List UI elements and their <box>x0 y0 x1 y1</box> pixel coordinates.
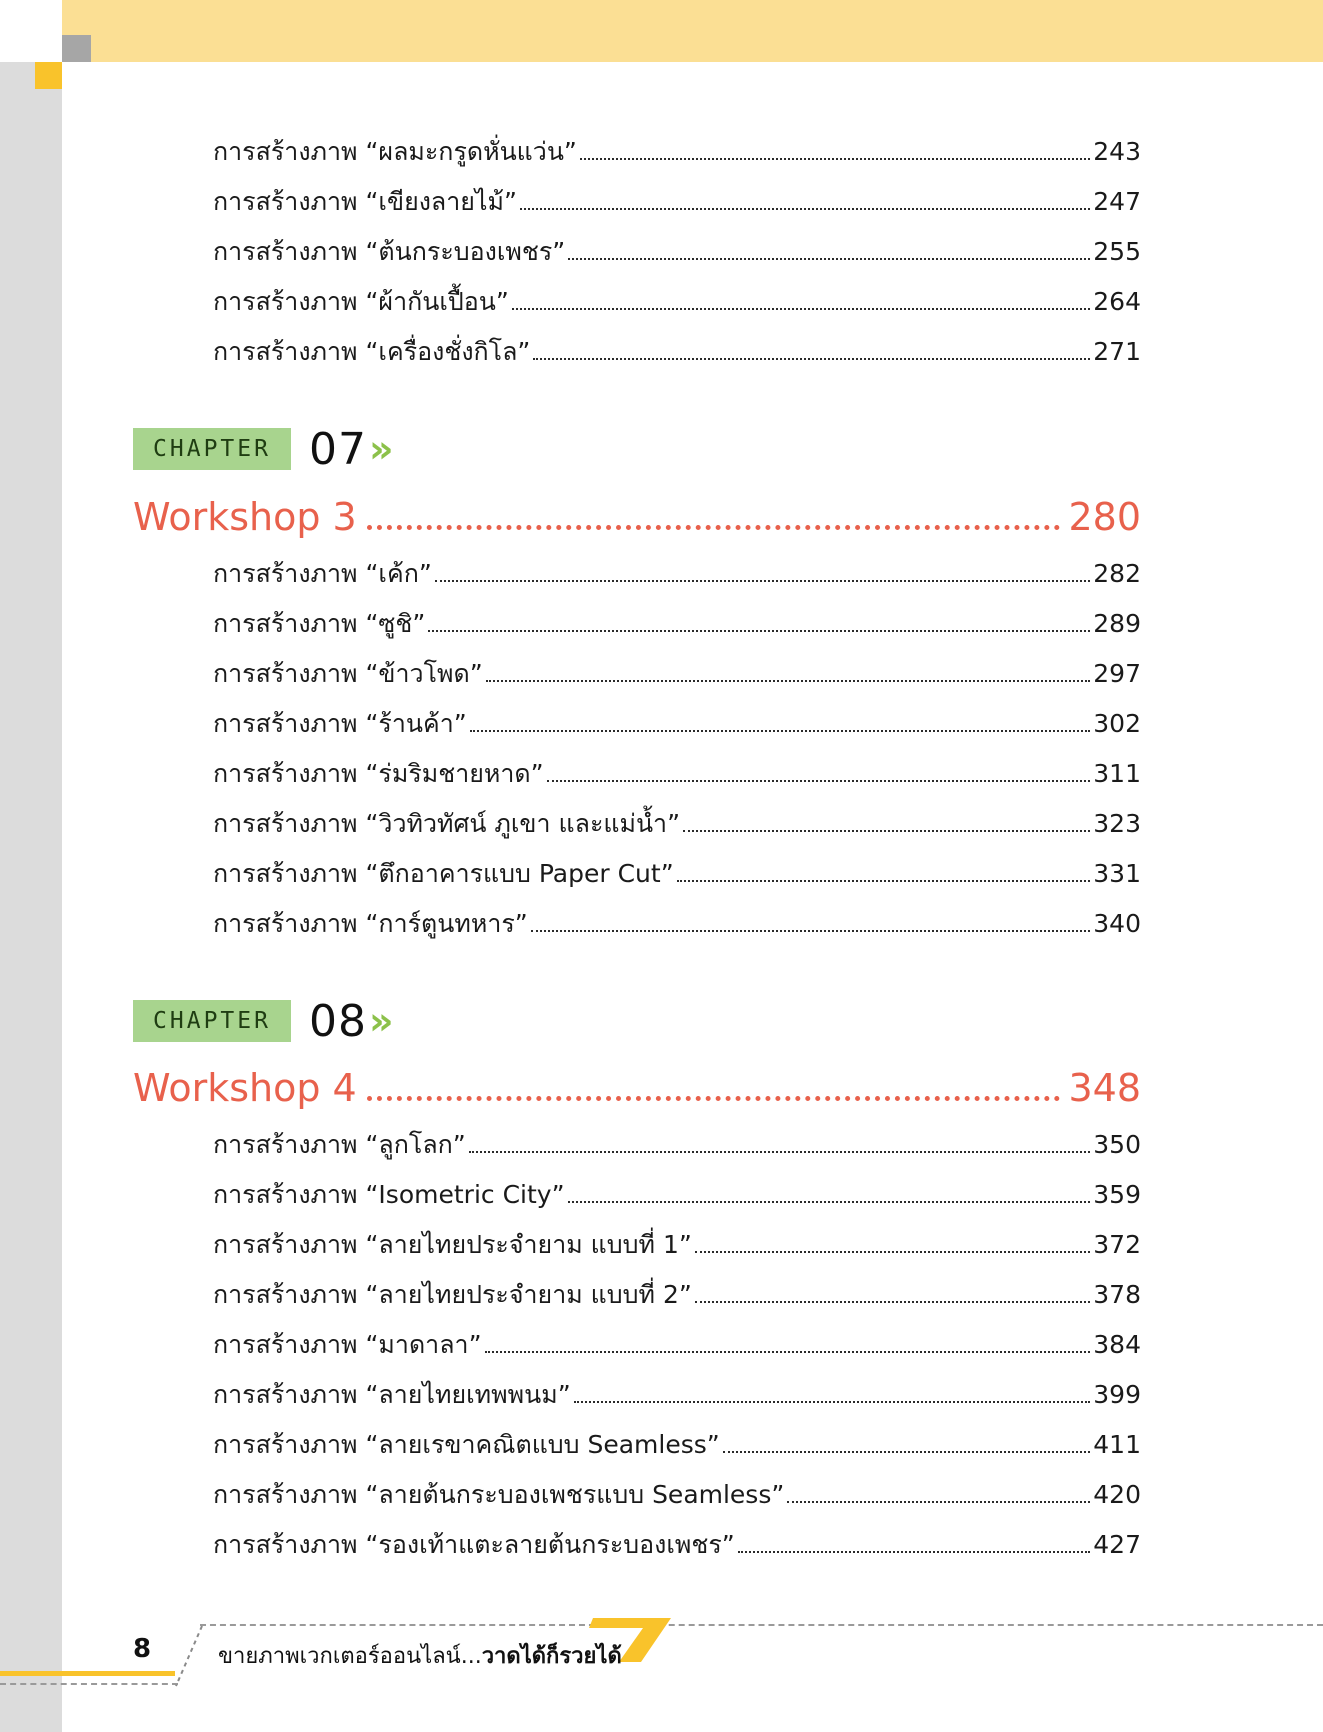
chapter-badge: CHAPTER <box>133 1000 291 1042</box>
toc-entry <box>213 900 1141 940</box>
entry-title: การสร้างภาพ “ตึกอาคารแบบ Paper Cut” <box>213 859 674 888</box>
dot-leader <box>683 830 1090 832</box>
toc-entry <box>213 128 1141 168</box>
toc-entry <box>213 1321 1141 1361</box>
workshop-3-heading <box>133 488 1141 540</box>
toc-entry <box>213 228 1141 268</box>
entry-page: 427 <box>1093 1530 1141 1559</box>
entry-title: การสร้างภาพ “ลายไทยประจำยาม แบบที่ 2” <box>213 1280 692 1309</box>
dot-leader <box>695 1301 1090 1303</box>
entry-page: 340 <box>1093 909 1141 938</box>
entry-title: การสร้างภาพ “ซูชิ” <box>213 609 426 638</box>
entry-title: การสร้างภาพ “ข้าวโพด” <box>213 659 483 688</box>
entry-page: 297 <box>1093 659 1141 688</box>
chapter-08-heading <box>133 993 394 1049</box>
double-chevron-icon: » <box>369 999 394 1043</box>
entry-page: 384 <box>1093 1330 1141 1359</box>
book-title-emphasis: วาดได้ก็รวยได้ <box>481 1644 622 1669</box>
entry-page: 331 <box>1093 859 1141 888</box>
dot-leader <box>677 880 1091 882</box>
entry-page: 271 <box>1093 337 1141 366</box>
toc-entry <box>213 650 1141 690</box>
dot-leader <box>547 780 1091 782</box>
footer-yellow-rule <box>0 1671 175 1676</box>
entry-page: 372 <box>1093 1230 1141 1259</box>
entry-page: 378 <box>1093 1280 1141 1309</box>
workshop-title: Workshop 4 <box>133 1066 357 1110</box>
entry-page: 420 <box>1093 1480 1141 1509</box>
entry-page: 411 <box>1093 1430 1141 1459</box>
top-yellow-band <box>62 0 1323 62</box>
entry-title: การสร้างภาพ “รองเท้าแตะลายต้นกระบองเพชร” <box>213 1530 735 1559</box>
dot-leader <box>520 208 1090 210</box>
footer-slash-icon <box>170 1622 210 1692</box>
dot-leader <box>470 730 1091 732</box>
dot-leader <box>574 1401 1091 1403</box>
workshop-page: 280 <box>1068 495 1141 539</box>
toc-entry <box>213 600 1141 640</box>
entry-title: การสร้างภาพ “มาดาลา” <box>213 1330 482 1359</box>
dot-leader <box>568 258 1090 260</box>
entry-page: 399 <box>1093 1380 1141 1409</box>
toc-entry <box>213 1371 1141 1411</box>
toc-entry <box>213 1271 1141 1311</box>
dot-leader <box>580 158 1090 160</box>
entry-title: การสร้างภาพ “Isometric City” <box>213 1180 565 1209</box>
footer-dashed-rule <box>0 1683 178 1685</box>
chapter-number: 08 <box>309 995 367 1047</box>
entry-title: การสร้างภาพ “ร้านค้า” <box>213 709 467 738</box>
footer-dashed-rule <box>200 1624 1323 1626</box>
workshop-4-heading <box>133 1059 1141 1111</box>
toc-entry <box>213 800 1141 840</box>
entry-title: การสร้างภาพ “การ์ตูนทหาร” <box>213 909 528 938</box>
entry-title: การสร้างภาพ “ลูกโลก” <box>213 1130 466 1159</box>
entry-title: การสร้างภาพ “เค้ก” <box>213 559 432 588</box>
double-chevron-icon: » <box>369 427 394 471</box>
toc-entry <box>213 700 1141 740</box>
entry-page: 359 <box>1093 1180 1141 1209</box>
entry-title: การสร้างภาพ “ลายต้นกระบองเพชรแบบ Seamless” <box>213 1480 785 1509</box>
entry-page: 311 <box>1093 759 1141 788</box>
entry-page: 243 <box>1093 137 1141 166</box>
toc-entry <box>213 1521 1141 1561</box>
toc-entry <box>213 1171 1141 1211</box>
workshop-title: Workshop 3 <box>133 495 357 539</box>
left-gray-band <box>0 62 62 1732</box>
toc-entry <box>213 1121 1141 1161</box>
entry-page: 323 <box>1093 809 1141 838</box>
chapter-number: 07 <box>309 423 367 475</box>
footer-page-number: 8 <box>133 1634 152 1664</box>
dot-leader <box>568 1201 1091 1203</box>
entry-title: การสร้างภาพ “ร่มริมชายหาด” <box>213 759 544 788</box>
dot-leader <box>531 930 1091 932</box>
entry-page: 350 <box>1093 1130 1141 1159</box>
entry-page: 264 <box>1093 287 1141 316</box>
dot-leader <box>485 1351 1091 1353</box>
entry-title: การสร้างภาพ “ลายไทยประจำยาม แบบที่ 1” <box>213 1230 692 1259</box>
toc-entry <box>213 1421 1141 1461</box>
entry-page: 302 <box>1093 709 1141 738</box>
dot-leader <box>367 525 1061 530</box>
entry-title: การสร้างภาพ “ลายเรขาคณิตแบบ Seamless” <box>213 1430 720 1459</box>
entry-page: 289 <box>1093 609 1141 638</box>
entry-page: 282 <box>1093 559 1141 588</box>
entry-title: การสร้างภาพ “เครื่องชั่งกิโล” <box>213 337 531 366</box>
corner-gray-square <box>62 35 91 62</box>
corner-yellow-square <box>35 62 62 89</box>
entry-title: การสร้างภาพ “วิวทิวทัศน์ ภูเขา และแม่น้ำ” <box>213 809 681 838</box>
workshop-page: 348 <box>1068 1066 1141 1110</box>
entry-page: 255 <box>1093 237 1141 266</box>
toc-entry <box>213 178 1141 218</box>
dot-leader <box>695 1251 1090 1253</box>
entry-title: การสร้างภาพ “ผลมะกรูดหั่นแว่น” <box>213 137 577 166</box>
chapter-badge: CHAPTER <box>133 428 291 470</box>
dot-leader <box>367 1096 1061 1101</box>
entry-title: การสร้างภาพ “ต้นกระบองเพชร” <box>213 237 566 266</box>
dot-leader <box>428 630 1090 632</box>
book-title-prefix: ขายภาพเวกเตอร์ออนไลน์... <box>218 1644 482 1669</box>
entry-page: 247 <box>1093 187 1141 216</box>
entry-title: การสร้างภาพ “เขียงลายไม้” <box>213 187 517 216</box>
toc-entry <box>213 850 1141 890</box>
toc-entry <box>213 750 1141 790</box>
entry-title: การสร้างภาพ “ผ้ากันเปื้อน” <box>213 287 509 316</box>
toc-entry <box>213 278 1141 318</box>
toc-entry <box>213 550 1141 590</box>
dot-leader <box>469 1151 1091 1153</box>
dot-leader <box>435 580 1090 582</box>
dot-leader <box>723 1451 1091 1453</box>
dot-leader <box>738 1551 1091 1553</box>
dot-leader <box>533 358 1090 360</box>
dot-leader <box>486 680 1091 682</box>
dot-leader <box>512 308 1090 310</box>
toc-entry <box>213 1471 1141 1511</box>
chapter-07-heading <box>133 421 394 477</box>
entry-title: การสร้างภาพ “ลายไทยเทพพนม” <box>213 1380 571 1409</box>
footer-book-title <box>218 1638 622 1673</box>
toc-entry <box>213 1221 1141 1261</box>
dot-leader <box>787 1501 1090 1503</box>
toc-entry <box>213 328 1141 368</box>
